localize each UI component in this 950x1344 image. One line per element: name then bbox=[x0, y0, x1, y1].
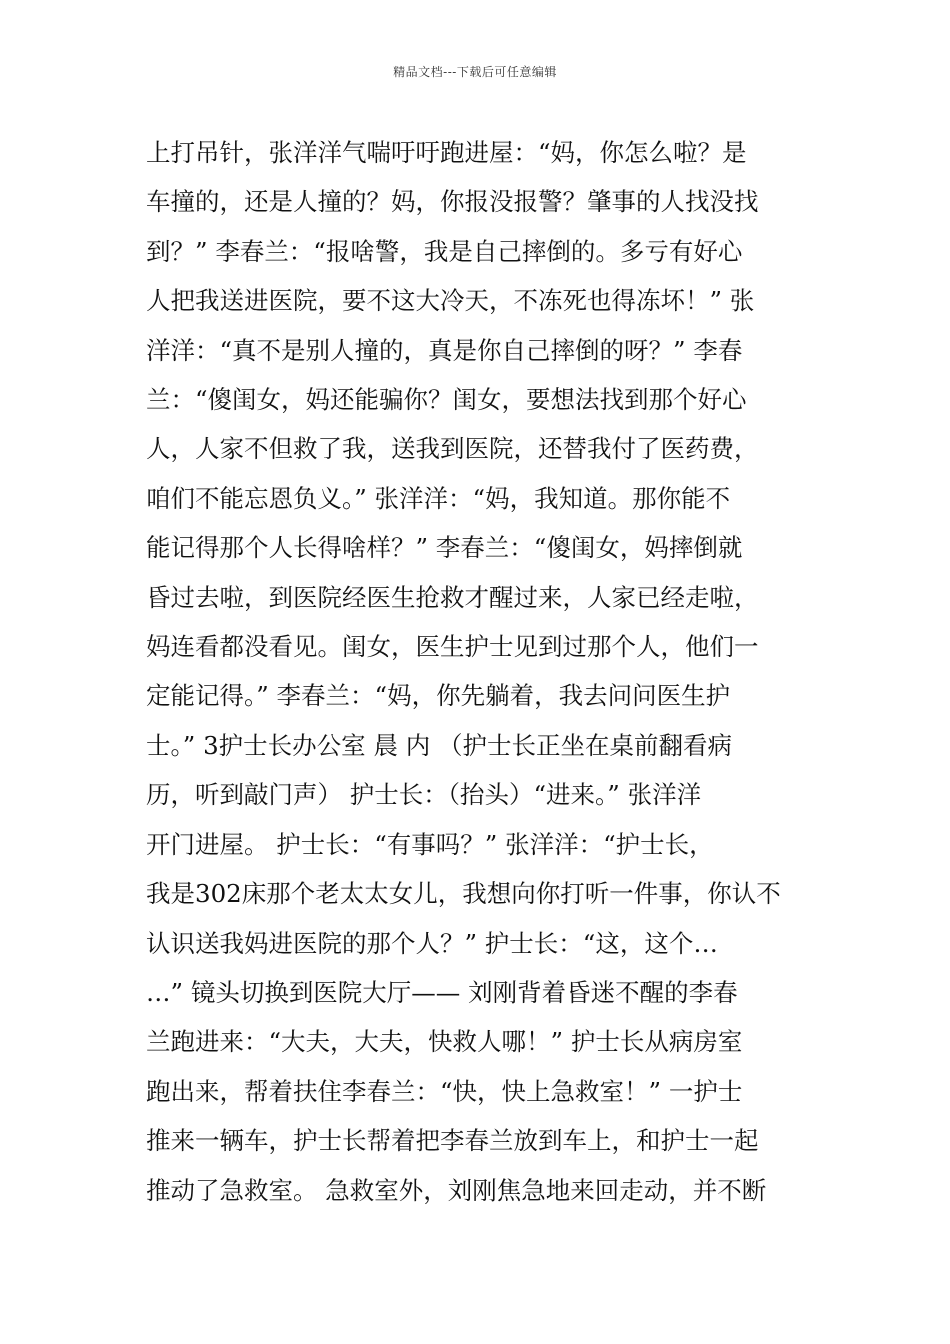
text-line: …” 镜头切换到医院大厅—— 刘刚背着昏迷不醒的李春 bbox=[146, 977, 738, 1007]
text-line: 咱们不能忘恩负义。” 张洋洋：“妈，我知道。那你能不 bbox=[146, 483, 731, 513]
text-line: 妈连看都没看见。闺女，医生护士见到过那个人，他们一 bbox=[146, 632, 759, 662]
text-line: 兰：“傻闺女，妈还能骗你？闺女，要想法找到那个好心 bbox=[146, 385, 747, 415]
text-line: 能记得那个人长得啥样？” 李春兰：“傻闺女，妈摔倒就 bbox=[146, 533, 743, 563]
text-line: 车撞的，还是人撞的？妈，你报没报警？肇事的人找没找 bbox=[146, 187, 759, 217]
text-line: 认识送我妈进医院的那个人？” 护士长：“这，这个… bbox=[146, 928, 718, 958]
text-line: 洋洋：“真不是别人撞的，真是你自己摔倒的呀？” 李春 bbox=[146, 335, 743, 365]
text-line: 昏过去啦，到医院经医生抢救才醒过来，人家已经走啦， bbox=[146, 582, 759, 612]
text-line: 人把我送进医院，要不这大冷天，不冻死也得冻坏！” 张 bbox=[146, 286, 755, 316]
text-line: 到？” 李春兰：“报啥警，我是自己摔倒的。多亏有好心 bbox=[146, 236, 743, 266]
text-line: 我是302床那个老太太女儿，我想向你打听一件事，你认不 bbox=[146, 879, 781, 909]
text-line: 推来一辆车，护士长帮着把李春兰放到车上，和护士一起 bbox=[146, 1126, 759, 1156]
text-line: 跑出来，帮着扶住李春兰：“快，快上急救室！” 一护士 bbox=[146, 1076, 743, 1106]
text-line: 士。” 3护士长办公室 晨 内 （护士长正坐在桌前翻看病 bbox=[146, 730, 733, 760]
text-line: 历，听到敲门声） 护士长：（抬头）“进来。” 张洋洋 bbox=[146, 780, 702, 810]
text-line: 定能记得。” 李春兰：“妈，你先躺着，我去问问医生护 bbox=[146, 681, 731, 711]
text-line: 人，人家不但救了我，送我到医院，还替我付了医药费， bbox=[146, 434, 759, 464]
page-header: 精品文档---下载后可任意编辑 bbox=[393, 65, 557, 79]
text-line: 兰跑进来：“大夫，大夫，快救人哪！” 护士长从病房室 bbox=[146, 1027, 743, 1057]
text-line: 上打吊针，张洋洋气喘吁吁跑进屋：“妈，你怎么啦？是 bbox=[146, 138, 747, 167]
text-line: 推动了急救室。 急救室外，刘刚焦急地来回走动，并不断 bbox=[146, 1175, 767, 1205]
body-text bbox=[146, 128, 811, 1215]
text-line: 开门进屋。 护士长：“有事吗？” 张洋洋：“护士长， bbox=[146, 829, 714, 859]
